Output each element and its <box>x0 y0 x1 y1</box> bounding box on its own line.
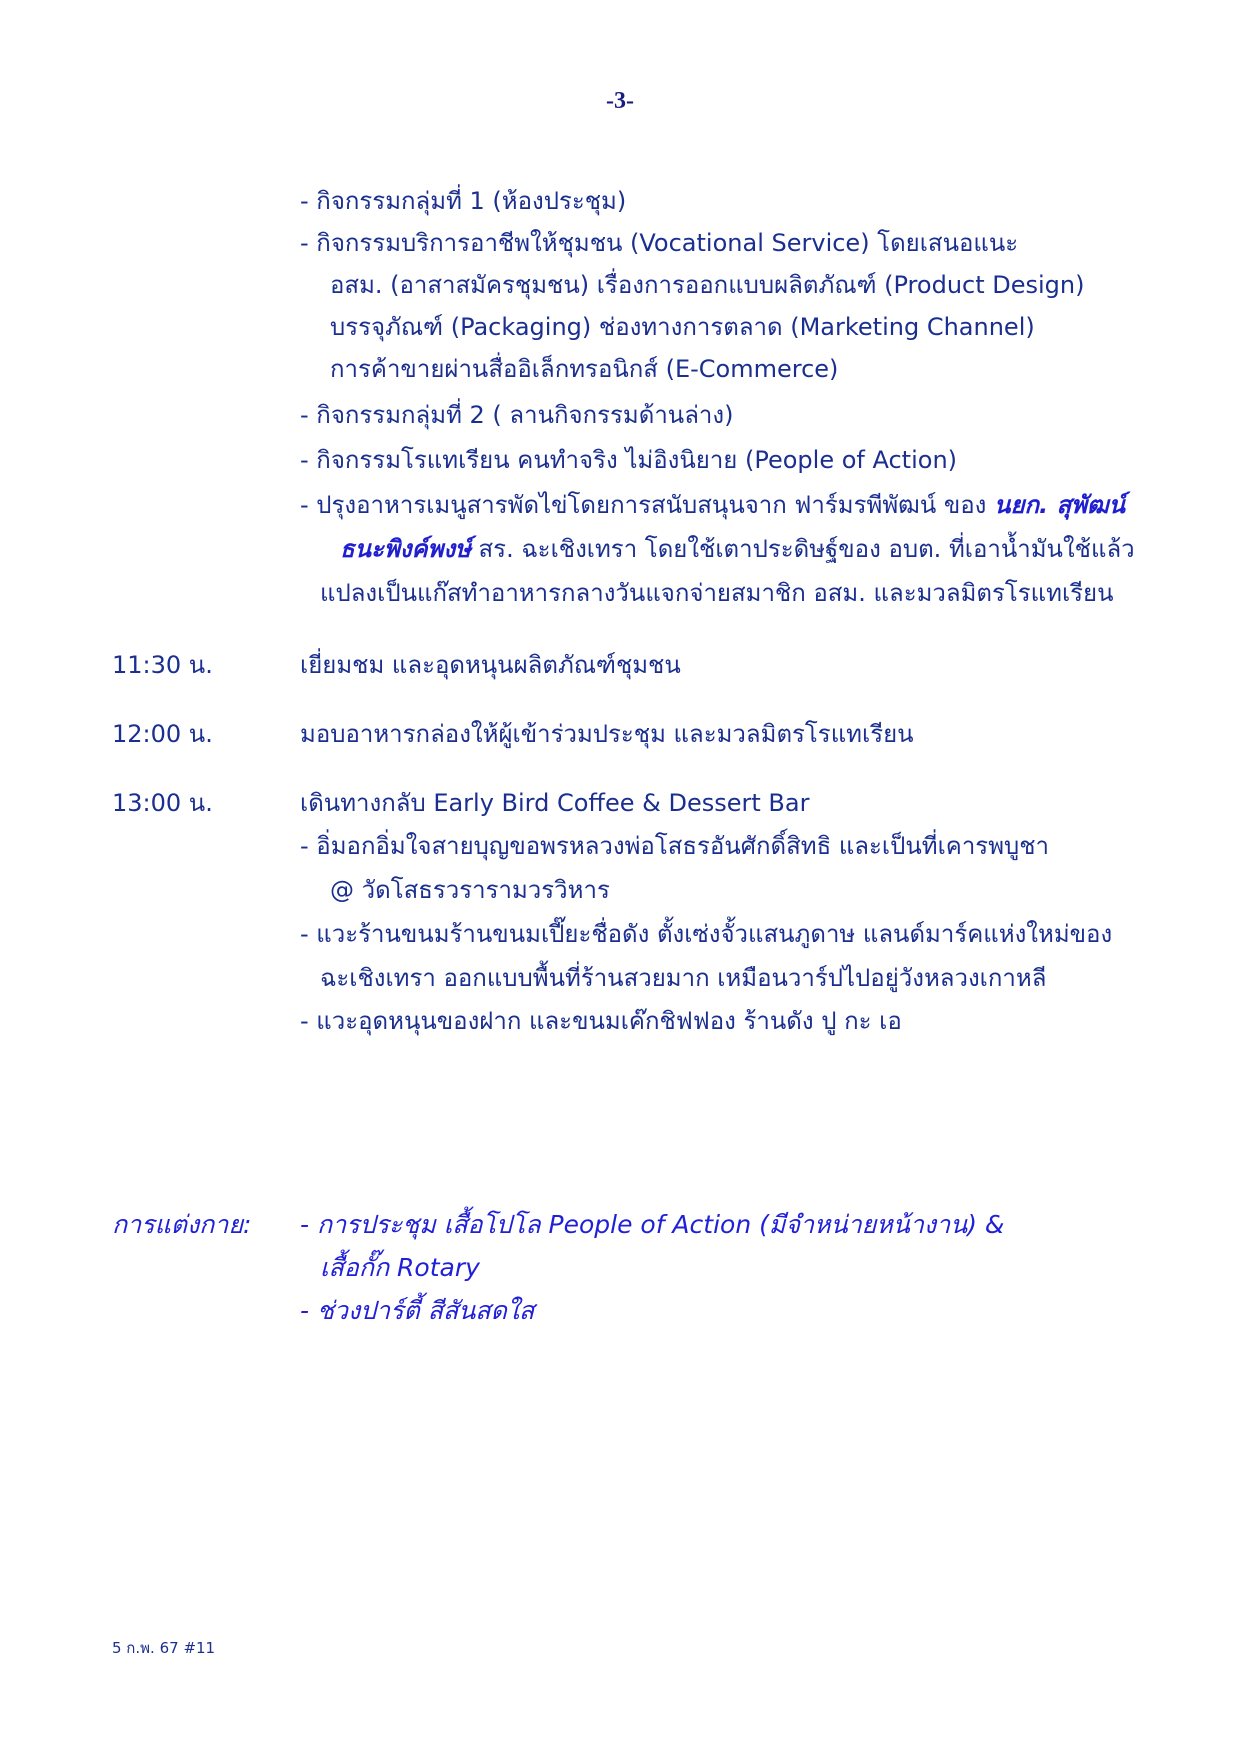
schedule-time-1300: 13:00 น. <box>112 789 213 817</box>
dress-code-party: - ช่วงปาร์ตี้ สีสันสดใส <box>300 1296 535 1325</box>
dress-code-meeting-cont: เสื้อกั๊ก Rotary <box>320 1253 480 1282</box>
sponsor-name-last: ธนะพิงค์พงษ์ <box>340 535 471 563</box>
item-vocational-service: - กิจกรรมบริการอาชีพให้ชุมชน (Vocational Service) โดยเสนอแนะ <box>300 229 1019 257</box>
item-egg-menu-text: - ปรุงอาหารเมนูสารพัดไข่โดยการสนับสนุนจาก ฟาร์มรพีพัฒน์ ของ <box>300 491 995 519</box>
item-vocational-service-cont-2: บรรจุภัณฑ์ (Packaging) ช่องทางการตลาด (Marketing Channel) <box>330 313 1035 341</box>
item-egg-menu-cont-1 <box>340 532 1135 566</box>
item-vocational-service-cont-1: อสม. (อาสาสมัครชุมชน) เรื่องการออกแบบผลิตภัณฑ์ (Product Design) <box>330 271 1085 299</box>
item-temple-visit-cont: @ วัดโสธรวรารามวรวิหาร <box>330 876 610 904</box>
schedule-time-1200: 12:00 น. <box>112 720 213 748</box>
item-egg-menu-cont-1-text: สร. ฉะเชิงเทรา โดยใช้เตาประดิษฐ์ของ อบต. ที่เอาน้ำมันใช้แล้ว <box>470 535 1135 563</box>
page-number: -3- <box>606 88 634 114</box>
dress-code-label: การแต่งกาย: <box>112 1210 252 1239</box>
footer-date: 5 ก.พ. 67 #11 <box>112 1639 216 1657</box>
item-pastry-shop-cont: ฉะเชิงเทรา ออกแบบพื้นที่ร้านสวยมาก เหมือนวาร์ปไปอยู่วังหลวงเกาหลี <box>320 964 1047 992</box>
item-group-activity-1: - กิจกรรมกลุ่มที่ 1 (ห้องประชุม) <box>300 187 627 215</box>
item-temple-visit: - อิ่มอกอิ่มใจสายบุญขอพรหลวงพ่อโสธรอันศักดิ์สิทธิ และเป็นที่เคารพบูชา <box>300 832 1050 860</box>
item-group-activity-2: - กิจกรรมกลุ่มที่ 2 ( ลานกิจกรรมด้านล่าง) <box>300 401 734 429</box>
dress-code-meeting: - การประชุม เสื้อโปโล People of Action (มีจำหน่ายหน้างาน) & <box>300 1210 1005 1239</box>
item-egg-menu-cont-2: แปลงเป็นแก๊สทำอาหารกลางวันแจกจ่ายสมาชิก อสม. และมวลมิตรโรแทเรียน <box>320 579 1114 607</box>
schedule-desc-1130: เยี่ยมชม และอุดหนุนผลิตภัณฑ์ชุมชน <box>300 651 681 679</box>
item-vocational-service-cont-3: การค้าขายผ่านสื่ออิเล็กทรอนิกส์ (E-Commerce) <box>330 355 839 383</box>
item-egg-menu <box>300 488 1125 522</box>
item-pastry-shop: - แวะร้านขนมร้านขนมเปี๊ยะชื่อดัง ตั้งเซ่งจั้วแสนภูดาษ แลนด์มาร์คแห่งใหม่ของ <box>300 920 1113 948</box>
schedule-desc-1300: เดินทางกลับ Early Bird Coffee & Dessert Bar <box>300 789 810 817</box>
schedule-desc-1200: มอบอาหารกล่องให้ผู้เข้าร่วมประชุม และมวลมิตรโรแทเรียน <box>300 720 914 748</box>
item-people-of-action: - กิจกรรมโรแทเรียน คนทำจริง ไม่อิงนิยาย (People of Action) <box>300 446 958 474</box>
sponsor-name-first: นยก. สุพัฒน์ <box>994 491 1126 519</box>
schedule-time-1130: 11:30 น. <box>112 651 213 679</box>
item-souvenir-shop: - แวะอุดหนุนของฝาก และขนมเค๊กชิฟฟอง ร้านดัง ปู กะ เอ <box>300 1007 902 1035</box>
